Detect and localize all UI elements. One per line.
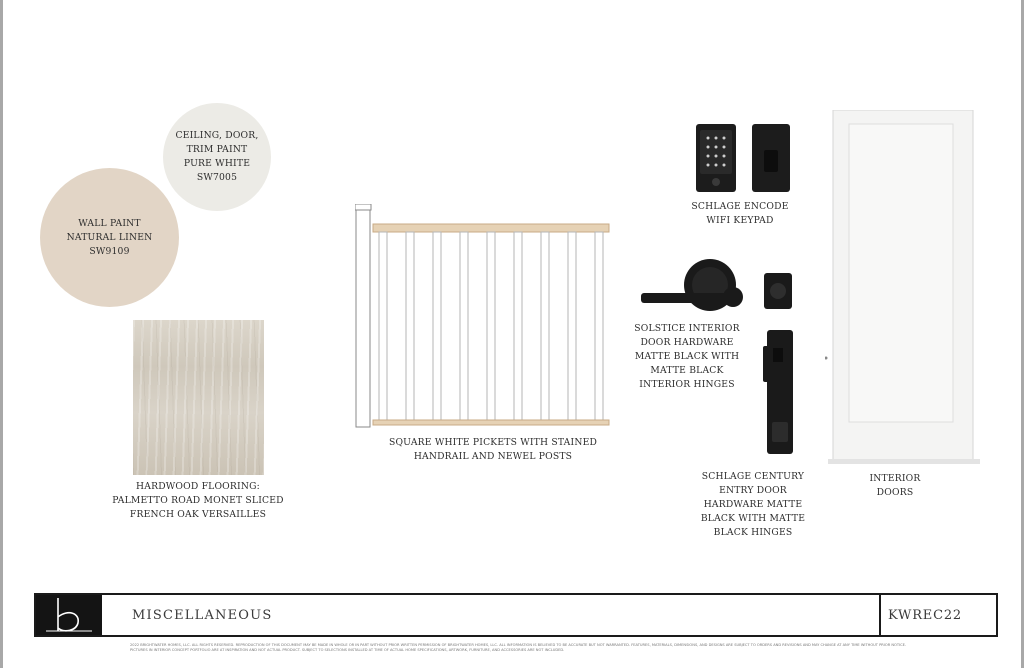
railing-caption: SQUARE WHITE PICKETS WITH STAINED HANDRAIL AND NEWEL POSTS <box>388 437 598 462</box>
doors-caption: INTERIOR DOORS <box>869 473 921 498</box>
interior-door-image <box>825 110 983 466</box>
wall-paint-swatch <box>40 168 179 307</box>
flooring-caption: HARDWOOD FLOORING: PALMETTO ROAD MONET SLICED FRENCH OAK VERSAILLES <box>112 481 284 520</box>
legal-disclaimer: 2022 BRIGHTWATER HOMES, LLC. ALL RIGHTS RESERVED. REPRODUCTION OF THIS DOCUMENT MAY BE MADE IN WHOLE OR IN PART WITHOUT PRIOR WRITTEN PERMISSION OF BRIGHTWATER HOMES, LLC. ALL INFORMATION IS BELIEVED TO BE ACCURATE BUT NOT WARRANTED. FEATURES, MATERIALS, DIMENSIONS, AND DESIGNS ARE SUBJECT TO ORDERS AND REVISIONS AND MAY CHANGE AT ANY TIME WITHOUT PRIOR NOTICE. PICTURES IN INTERIOR CONCEPT PORTFOLIO ARE AT INSPIRATION AND NOT ACTUAL PRODUCT. SUBJECT TO SELECTIONS INSTALLED AT TIME OF ACTUAL HOME SPECIFICATIONS, ARTWORK, FURNITURE, AND ACCESSORIES ARE NOT INCLUDED. <box>130 643 907 652</box>
ceiling-paint-swatch <box>163 103 271 211</box>
footer-divider <box>879 595 881 635</box>
entry-hardware-caption: SCHLAGE CENTURY ENTRY DOOR HARDWARE MATTE BLACK WITH MATTE BLACK HINGES <box>700 471 806 538</box>
wall-paint-label: WALL PAINT NATURAL LINEN SW9109 <box>66 217 153 257</box>
flooring-sample-image <box>133 320 264 475</box>
page-edge-left <box>0 0 3 668</box>
interior-lever-image <box>638 255 798 317</box>
keypad-image <box>694 122 794 194</box>
brand-logo <box>36 595 102 635</box>
ceiling-paint-label: CEILING, DOOR, TRIM PAINT PURE WHITE SW7005 <box>175 130 259 183</box>
document-code: KWREC22 <box>888 608 962 623</box>
railing-image <box>355 204 611 430</box>
interior-hardware-caption: SOLSTICE INTERIOR DOOR HARDWARE MATTE BLACK WITH MATTE BLACK INTERIOR HINGES <box>634 323 740 390</box>
keypad-caption: SCHLAGE ENCODE WIFI KEYPAD <box>691 201 789 226</box>
entry-handleset-image <box>763 328 797 456</box>
footer-bar <box>34 593 998 637</box>
section-title: MISCELLANEOUS <box>132 608 273 623</box>
